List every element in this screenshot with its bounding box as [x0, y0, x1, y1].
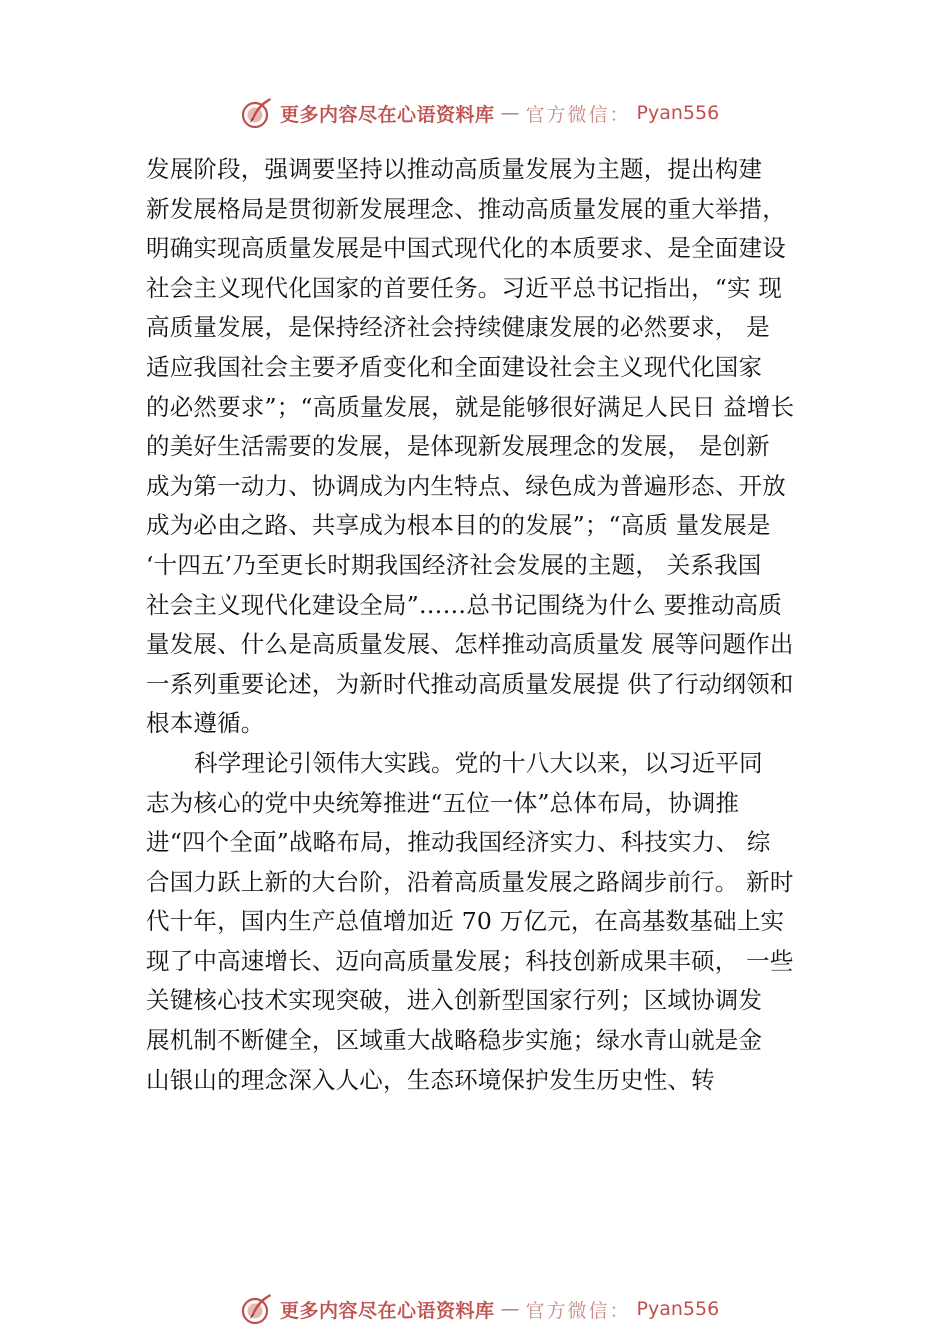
text-line: 的美好生活需要的发展，是体现新发展理念的发展， 是创新 — [146, 432, 770, 461]
text-line: 量发展、什么是高质量发展、怎样推动高质量发 展等问题作出 — [146, 630, 794, 659]
paragraph-start-line: 科学理论引领伟大实践。党的十八大以来，以习近平同 — [194, 748, 763, 777]
text-line: 根本遵循。 — [146, 709, 265, 738]
text-line: 适应我国社会主要矛盾变化和全面建设社会主义现代化国家 — [146, 352, 763, 381]
text-line: ‘十四五’乃至更长时期我国经济社会发展的主题， 关系我国 — [146, 550, 762, 579]
header-wechat-id: Pyan556 — [636, 102, 720, 124]
text-line: 的必然要求”；“高质量发展，就是能够很好满足人民日 益增长 — [146, 392, 795, 421]
text-line: 进“四个全面”战略布局，推动我国经济实力、科技实力、 综 — [146, 828, 771, 857]
text-line: 发展阶段，强调要坚持以推动高质量发展为主题，提出构建 — [146, 155, 763, 183]
text-line: 社会主义现代化国家的首要任务。习近平总书记指出，“实 现 — [146, 273, 783, 302]
text-line: 明确实现高质量发展是中国式现代化的本质要求、是全面建设 — [146, 234, 786, 263]
text-line: 展机制不断健全，区域重大战略稳步实施；绿水青山就是金 — [146, 1026, 763, 1055]
text-line: 高质量发展，是保持经济社会持续健康发展的必然要求， 是 — [146, 313, 770, 342]
footer-wechat-id: Pyan556 — [636, 1298, 720, 1320]
header-banner — [240, 93, 719, 133]
header-wechat-label: 官方微信： — [525, 103, 631, 126]
footer-wechat-label: 官方微信： — [525, 1299, 631, 1322]
text-line: 社会主义现代化建设全局”……总书记围绕为什么 要推动高质 — [146, 590, 783, 619]
text-line: 成为必由之路、共享成为根本目的的发展”；“高质 量发展是 — [146, 511, 771, 540]
footer-banner-text: 更多内容尽在心语资料库 — [280, 1299, 495, 1322]
footer-banner — [240, 1289, 719, 1329]
quill-logo-icon — [240, 1292, 274, 1326]
text-line: 现了中高速增长、迈向高质量发展；科技创新成果丰硕， 一些 — [146, 946, 794, 975]
text-line: 成为第一动力、协调成为内生特点、绿色成为普遍形态、开放 — [146, 471, 786, 500]
text-line: 山银山的理念深入人心，生态环境保护发生历史性、转 — [146, 1065, 715, 1094]
text-line: 新发展格局是贯彻新发展理念、推动高质量发展的重大举措， — [146, 194, 786, 223]
body-text — [146, 150, 836, 1100]
text-line: 志为核心的党中央统筹推进“五位一体”总体布局，协调推 — [146, 788, 740, 817]
text-line: 合国力跃上新的大台阶，沿着高质量发展之路阔步前行。 新时 — [146, 867, 794, 896]
text-line: 一系列重要论述，为新时代推动高质量发展提 供了行动纲领和 — [146, 669, 794, 698]
header-banner-text: 更多内容尽在心语资料库 — [280, 103, 495, 126]
text-line: 代十年，国内生产总值增加近 70 万亿元，在高基数基础上实 — [146, 907, 785, 936]
header-banner-separator: — — [500, 102, 520, 124]
footer-banner-separator: — — [500, 1298, 520, 1320]
quill-logo-icon — [240, 96, 274, 130]
text-line: 关键核心技术实现突破，进入创新型国家行列；区域协调发 — [146, 986, 763, 1015]
